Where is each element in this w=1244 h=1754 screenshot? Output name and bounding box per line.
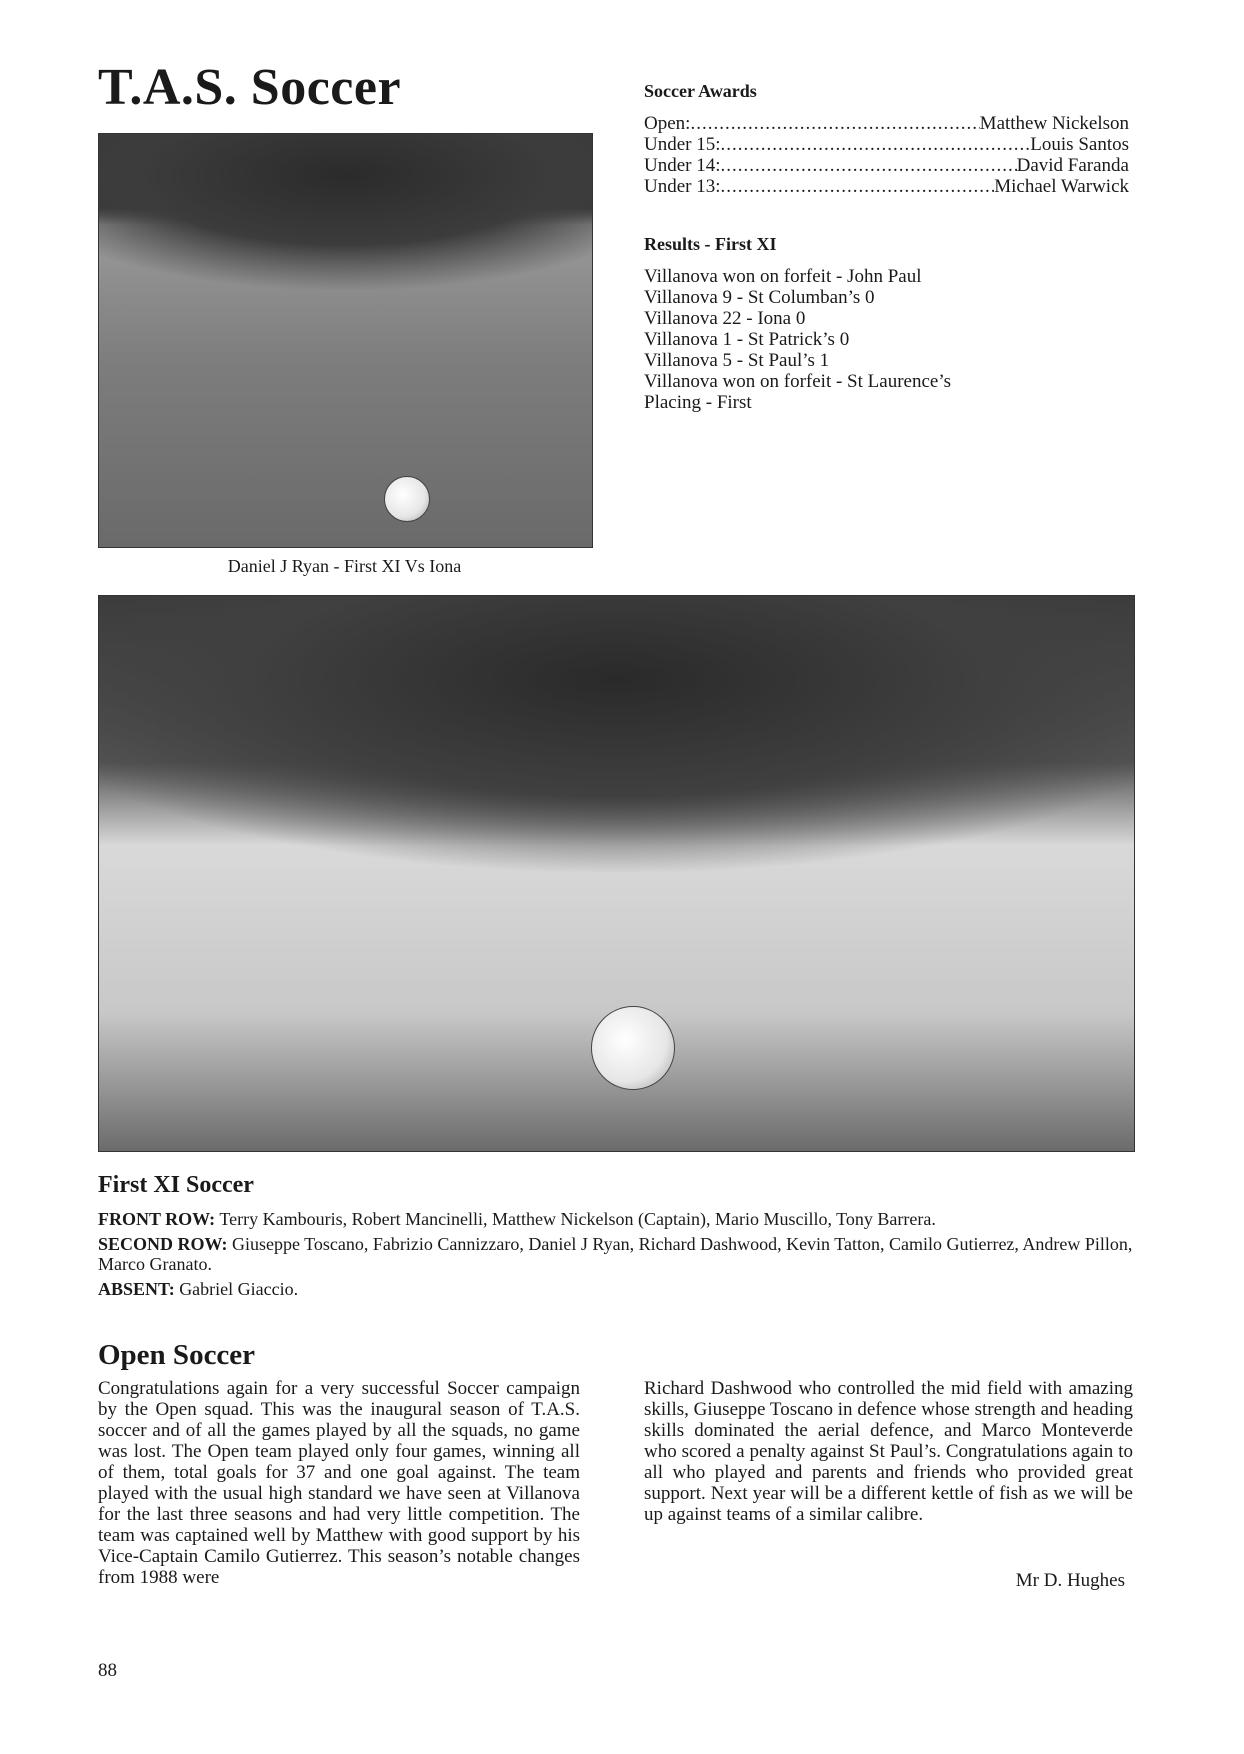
absent-label: ABSENT:	[98, 1279, 175, 1299]
award-winner: Michael Warwick	[994, 176, 1129, 197]
open-soccer-text-left: Congratulations again for a very successful Soccer campaign by the Open squad. This was the inaugural season of T.A.S. soccer and of all the games played by all the squads, no game was lost. The Open team played only four games, winning all of them, total goals for 37 and one goal against. The team played with the usual high standard we have seen at Villanova for the last three seasons and had very little competition. The team was captained well by Matthew with good support by his Vice-Captain Camilo Gutierrez. This season’s notable changes from 1988 were	[98, 1378, 580, 1588]
award-row	[644, 113, 1129, 134]
second-row-label: SECOND ROW:	[98, 1234, 228, 1254]
action-photo	[98, 133, 593, 548]
award-winner: Louis Santos	[1030, 134, 1129, 155]
award-label: Under 13:	[644, 176, 721, 197]
front-row-label: FRONT ROW:	[98, 1209, 216, 1229]
award-winner: David Faranda	[1016, 155, 1129, 176]
open-soccer-text-right: Richard Dashwood who controlled the mid field with amazing skills, Giuseppe Toscano in defence whose strength and heading skills dominated the aerial defence, and Marco Monteverde who scored a penalty against St Paul’s. Congratulations again to all who played and parents and friends who provided great support. Next year will be a different kettle of fish as we will be up against teams of a similar calibre.	[644, 1378, 1133, 1525]
result-line: Villanova 22 - Iona 0	[644, 308, 806, 329]
award-label: Under 15:	[644, 134, 721, 155]
award-label: Open:	[644, 113, 691, 134]
awards-list	[644, 113, 1129, 197]
award-winner: Matthew Nickelson	[979, 113, 1129, 134]
results-heading: Results - First XI	[644, 234, 777, 254]
front-row-line	[98, 1209, 1133, 1229]
result-line: Villanova 9 - St Columban’s 0	[644, 287, 875, 308]
page-number: 88	[98, 1660, 117, 1681]
action-photo-caption: Daniel J Ryan - First XI Vs Iona	[227, 556, 462, 576]
team-heading: First XI Soccer	[98, 1172, 254, 1198]
second-row-line	[98, 1234, 1133, 1274]
result-line: Villanova won on forfeit - St Laurence’s	[644, 371, 951, 392]
result-line: Villanova won on forfeit - John Paul	[644, 266, 922, 287]
team-photo	[98, 595, 1135, 1152]
author-signature: Mr D. Hughes	[1015, 1570, 1125, 1591]
results-list	[644, 266, 1129, 413]
absent-names: Gabriel Giaccio.	[179, 1279, 299, 1299]
result-line: Villanova 1 - St Patrick’s 0	[644, 329, 850, 350]
awards-heading: Soccer Awards	[644, 81, 757, 101]
award-row	[644, 155, 1129, 176]
second-row-names: Giuseppe Toscano, Fabrizio Cannizzaro, Daniel J Ryan, Richard Dashwood, Kevin Tatton, Camilo Gutierrez, Andrew Pillon, Marco Granato.	[98, 1234, 1133, 1274]
front-row-names: Terry Kambouris, Robert Mancinelli, Matthew Nickelson (Captain), Mario Muscillo, Tony Barrera.	[219, 1209, 936, 1229]
result-line: Villanova 5 - St Paul’s 1	[644, 350, 830, 371]
soccer-ball-image	[384, 476, 430, 522]
page-title: T.A.S. Soccer	[98, 59, 402, 116]
open-soccer-heading: Open Soccer	[98, 1339, 256, 1371]
award-label: Under 14:	[644, 155, 721, 176]
result-line: Placing - First	[644, 392, 752, 413]
award-row	[644, 134, 1129, 155]
team-roster	[98, 1209, 1133, 1304]
soccer-ball-image	[591, 1006, 675, 1090]
absent-line	[98, 1279, 1133, 1299]
award-row	[644, 176, 1129, 197]
